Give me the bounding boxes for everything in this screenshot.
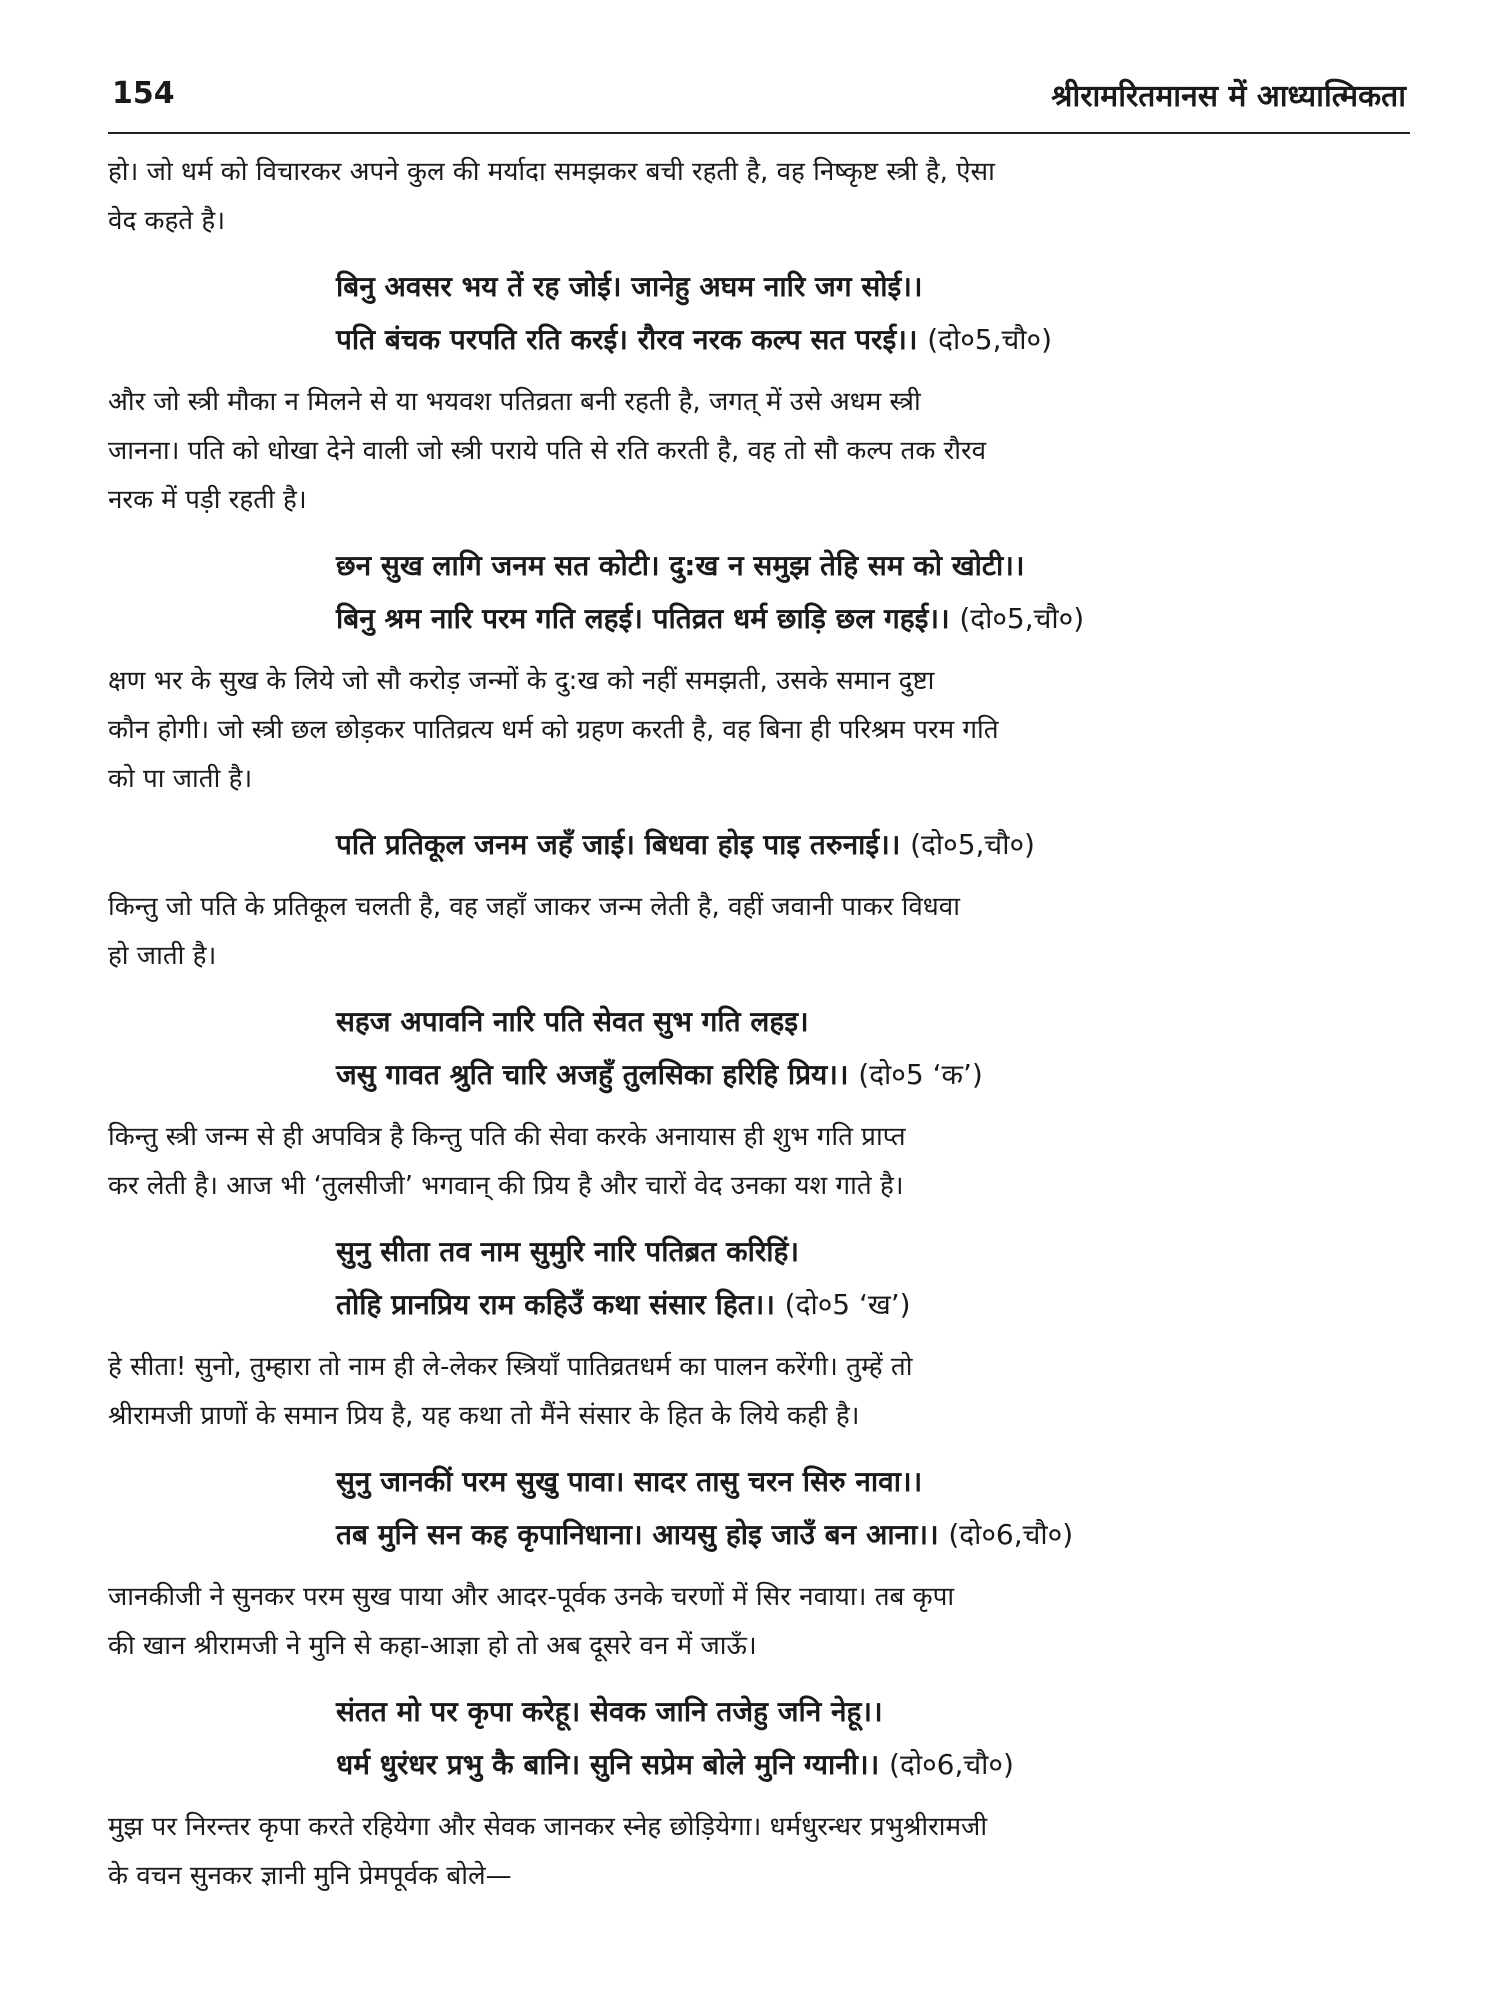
verse-block <box>336 260 1410 366</box>
page-header <box>108 70 1410 134</box>
page-body <box>108 148 1410 1915</box>
verse-reference: (दो०5 ‘क’) <box>858 1058 983 1091</box>
verse-reference: (दो०6,चौ०) <box>889 1748 1014 1781</box>
verse-block <box>336 1685 1410 1791</box>
prose-paragraph: किन्तु स्त्री जन्म से ही अपवित्र है किन्तु पति की सेवा करके अनायास ही शुभ गति प्राप्त कर लेती है। आज भी ‘तुलसीजी’ भगवान् की प्रिय है और चारों वेद उनका यश गाते है। <box>108 1122 906 1201</box>
verse-text: छन सुख लागि जनम सत कोटी। दु:ख न समुझ तेहि सम को खोटी।। बिनु श्रम नारि परम गति लहई। पतिव्रत धर्म छाड़ि छल गहई।। <box>336 549 1025 635</box>
prose-paragraph: मुझ पर निरन्तर कृपा करते रहियेगा और सेवक जानकर स्नेह छोड़ियेगा। धर्मधुरन्धर प्रभुश्रीरामजी के वचन सुनकर ज्ञानी मुनि प्रेमपूर्वक बोले— <box>108 1812 988 1891</box>
prose-paragraph: हे सीता! सुनो, तुम्हारा तो नाम ही ले-लेकर स्त्रियाँ पातिव्रतधर्म का पालन करेंगी। तुम्हें तो श्रीरामजी प्राणों के समान प्रिय है, यह कथा तो मैंने संसार के हित के लिये कही है। <box>108 1352 913 1431</box>
prose-paragraph: हो। जो धर्म को विचारकर अपने कुल की मर्यादा समझकर बची रहती है, वह निष्कृष्ट स्त्री है, ऐसा वेद कहते है। <box>108 157 995 236</box>
verse-reference: (दो०6,चौ०) <box>948 1518 1074 1551</box>
verse-block <box>336 1455 1410 1561</box>
prose-paragraph: क्षण भर के सुख के लिये जो सौ करोड़ जन्मों के दु:ख को नहीं समझती, उसके समान दुष्टा कौन होगी। जो स्त्री छल छोड़कर पातिव्रत्य धर्म को ग्रहण करती है, वह बिना ही परिश्रम परम गति को पा जाती है। <box>108 666 999 794</box>
prose-paragraph: किन्तु जो पति के प्रतिकूल चलती है, वह जहाँ जाकर जन्म लेती है, वहीं जवानी पाकर विधवा हो जाती है। <box>108 892 960 971</box>
page-number: 154 <box>112 76 175 111</box>
prose-paragraph: जानकीजी ने सुनकर परम सुख पाया और आदर-पूर्वक उनके चरणों में सिर नवाया। तब कृपा की खान श्रीरामजी ने मुनि से कहा-आज्ञा हो तो अब दूसरे वन में जाऊँ। <box>108 1582 955 1661</box>
verse-block <box>336 818 1410 871</box>
verse-reference: (दो०5 ‘ख’) <box>784 1288 911 1321</box>
verse-block <box>336 1225 1410 1331</box>
verse-block <box>336 995 1410 1101</box>
prose-paragraph: और जो स्त्री मौका न मिलने से या भयवश पतिव्रता बनी रहती है, जगत् में उसे अधम स्त्री जानना। पति को धोखा देने वाली जो स्त्री पराये पति से रति करती है, वह तो सौ कल्प तक रौरव नरक में पड़ी रहती है। <box>108 387 987 515</box>
verse-reference: (दो०5,चौ०) <box>959 602 1085 635</box>
verse-text: सहज अपावनि नारि पति सेवत सुभ गति लहइ। जसु गावत श्रुति चारि अजहुँ तुलसिका हरिहि प्रिय।। <box>336 1005 849 1091</box>
verse-block <box>336 539 1410 645</box>
verse-text: संतत मो पर कृपा करेहू। सेवक जानि तजेहु जनि नेहू।। धर्म धुरंधर प्रभु कै बानि। सुनि सप्रेम बोले मुनि ग्यानी।। <box>336 1695 883 1781</box>
verse-text: पति प्रतिकूल जनम जहँ जाई। बिधवा होइ पाइ तरुनाई।। <box>336 828 901 861</box>
verse-reference: (दो०5,चौ०) <box>927 323 1053 356</box>
running-title: श्रीरामरितमानस में आध्यात्मिकता <box>1051 79 1406 114</box>
verse-reference: (दो०5,चौ०) <box>910 828 1035 861</box>
verse-text: सुनु सीता तव नाम सुमुरि नारि पतिब्रत करिहिं। तोहि प्रानप्रिय राम कहिउँ कथा संसार हित।। <box>336 1235 800 1321</box>
verse-text: बिनु अवसर भय तें रह जोई। जानेहु अघम नारि जग सोई।। पति बंचक परपति रति करई। रौरव नरक कल्प सत परई।। <box>336 270 923 356</box>
verse-text: सुनु जानकीं परम सुखु पावा। सादर तासु चरन सिरु नावा।। तब मुनि सन कह कृपानिधाना। आयसु होइ जाउँ बन आना।। <box>336 1465 939 1551</box>
